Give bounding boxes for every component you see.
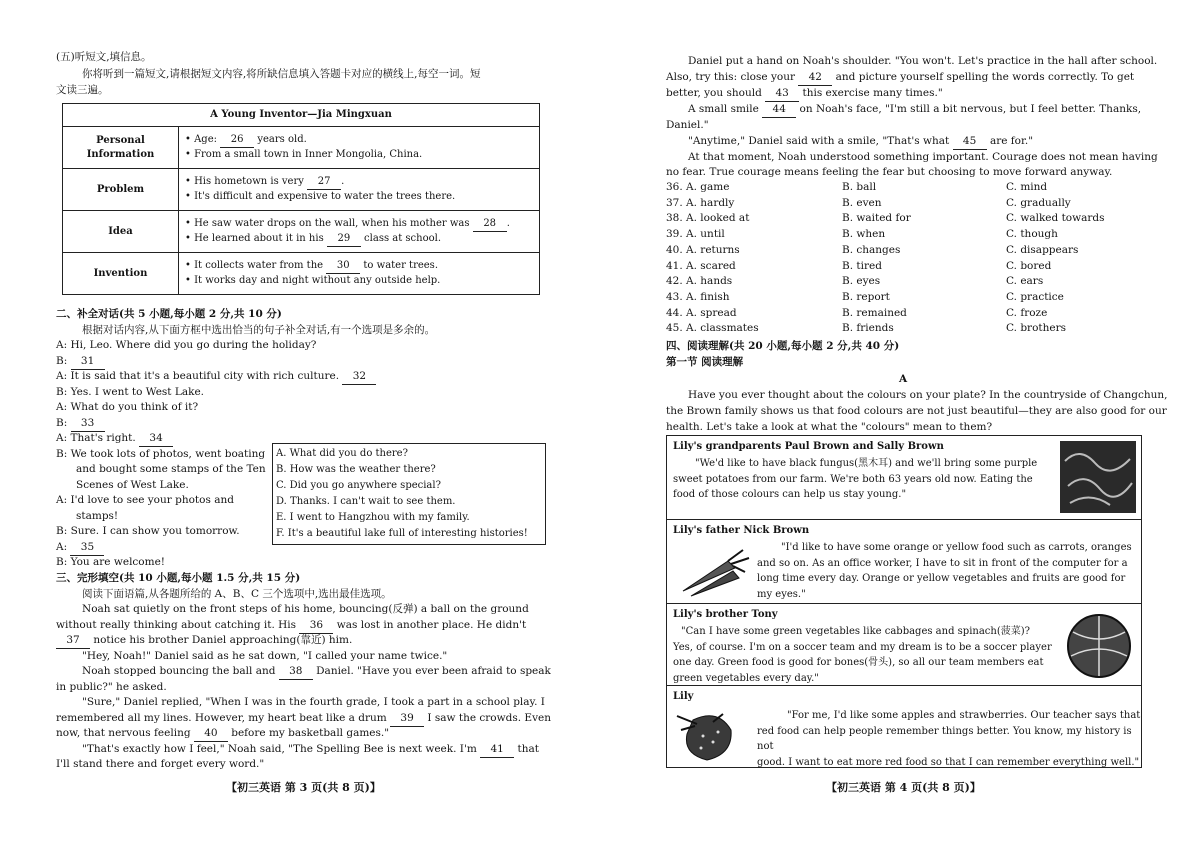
choice-option[interactable]: B. ball xyxy=(842,181,877,193)
choice-option[interactable]: B. even xyxy=(842,196,882,209)
choice-option[interactable]: C. bored xyxy=(1006,259,1052,272)
section4-title: 四、阅读理解(共 20 小题,每小题 2 分,共 40 分) xyxy=(666,340,900,352)
choice-option[interactable]: B. changes xyxy=(842,243,901,256)
dialog-line: B: We took lots of photos, went boating xyxy=(56,448,266,460)
answer-blank-30[interactable]: 30 xyxy=(326,259,360,274)
person-text: "I'd like to have some orange or yellow food such as carrots, oranges and so on. As an office worker, I have to sit in front of the computer for a long time every day. Orange or yellow vegetables and fruits are good for my eyes." xyxy=(757,542,1132,600)
section3-title: 三、完形填空(共 10 小题,每小题 1.5 分,共 15 分) xyxy=(56,572,301,584)
table-row xyxy=(63,211,540,253)
choice-option[interactable]: 39. A. until xyxy=(666,228,725,241)
answer-blank-28[interactable]: 28 xyxy=(473,217,507,232)
passage-line: "Hey, Noah!" Daniel said as he sat down, "I called your name twice." xyxy=(82,650,448,662)
intro-line: the Brown family shows us that food colours are not just beautiful—they are also good for our xyxy=(666,405,1167,417)
dialog-line: B: 31 xyxy=(56,354,105,370)
right-page xyxy=(666,0,1168,849)
dialog-line: B: Yes. I went to West Lake. xyxy=(56,386,205,398)
page-footer: 【初三英语 第 3 页(共 8 页)】 xyxy=(226,781,381,794)
answer-blank-38[interactable]: 38 xyxy=(279,664,313,680)
answer-blank-42[interactable]: 42 xyxy=(798,70,832,86)
passage-line: A small smile 44 on Noah's face, "I'm still a bit nervous, but I feel better. Thanks, xyxy=(688,102,1141,118)
dialog-line: and bought some stamps of the Ten xyxy=(76,463,266,475)
row-content: • His hometown is very 27 . • It's difficult and expensive to water the trees there. xyxy=(179,169,540,211)
dialog-line: B: You are welcome! xyxy=(56,556,166,568)
answer-blank-41[interactable]: 41 xyxy=(480,742,514,758)
dialog-line: A: It is said that it's a beautiful city with rich culture. 32 xyxy=(56,369,376,385)
cabbage-icon xyxy=(1063,612,1135,680)
choice-option[interactable]: C. walked towards xyxy=(1006,212,1105,225)
option-item: A. What did you do there? xyxy=(276,448,408,459)
dialog-line: stamps! xyxy=(76,510,119,522)
passage-line: "That's exactly how I feel," Noah said, "The Spelling Bee is next week. I'm 41 that xyxy=(82,742,539,758)
person-section xyxy=(667,603,1141,686)
section4-subtitle: 第一节 阅读理解 xyxy=(666,356,744,368)
passage-line: At that moment, Noah understood something important. Courage does not mean having xyxy=(688,151,1158,163)
section2-title: 二、补全对话(共 5 小题,每小题 2 分,共 10 分) xyxy=(56,308,282,320)
dialog-line: A: What do you think of it? xyxy=(56,401,199,413)
strawberry-icon xyxy=(673,708,751,762)
passage-line: remembered all my lines. However, my heart beat like a drum 39 I saw the crowds. Even xyxy=(56,711,551,727)
person-text: "Can I have some green vegetables like cabbages and spinach(菠菜)? Yes, of course. I'm on a soccer team and my dream is to be a soccer player one day. Green food is good for bones(骨头), so all our team members eat green vegetables every day." xyxy=(673,626,1052,684)
intro-line: health. Let's take a look at what the "colours" mean to them? xyxy=(666,421,993,433)
choice-option[interactable]: B. eyes xyxy=(842,275,881,288)
choice-option[interactable]: B. remained xyxy=(842,306,907,319)
row-content: • It collects water from the 30 to water trees. • It works day and night without any outside help. xyxy=(179,253,540,295)
table-row xyxy=(63,127,540,169)
passage-line: Daniel put a hand on Noah's shoulder. "You won't. Let's practice in the hall after school. xyxy=(688,55,1158,67)
dialog-line: A: 35 xyxy=(56,540,104,556)
answer-blank-37[interactable]: 37 xyxy=(56,633,90,649)
choice-option[interactable]: 36. A. game xyxy=(666,181,730,193)
person-text: "For me, I'd like some apples and strawberries. Our teacher says that red food can help people remember things better. You know, my history is not good. I want to eat more red food so that I can remember everything well." xyxy=(757,710,1141,768)
answer-blank-39[interactable]: 39 xyxy=(390,711,424,727)
choice-option[interactable]: 40. A. returns xyxy=(666,243,740,256)
choice-option[interactable]: 42. A. hands xyxy=(666,275,733,288)
choice-option[interactable]: B. friends xyxy=(842,322,894,335)
person-name: Lily's brother Tony xyxy=(673,609,778,620)
page-footer: 【初三英语 第 4 页(共 8 页)】 xyxy=(826,781,981,794)
section2-instruction: 根据对话内容,从下面方框中选出恰当的句子补全对话,有一个选项是多余的。 xyxy=(82,324,436,336)
table-row xyxy=(63,169,540,211)
answer-blank-43[interactable]: 43 xyxy=(765,86,799,102)
choice-option[interactable]: 44. A. spread xyxy=(666,306,737,319)
answer-blank-33[interactable]: 33 xyxy=(71,416,105,432)
passage-line: "Sure," Daniel replied, "When I was in the fourth grade, I took a part in a school play. I xyxy=(82,696,545,708)
choice-option[interactable]: B. report xyxy=(842,290,890,303)
dialog-line: A: I'd love to see your photos and xyxy=(56,494,234,506)
passage-line: no fear. True courage means feeling the fear but choosing to move forward anyway. xyxy=(666,166,1113,178)
choice-option[interactable]: 41. A. scared xyxy=(666,259,736,272)
section5-instruction: 你将听到一篇短文,请根据短文内容,将所缺信息填入答题卡对应的横线上,每空一词。短 xyxy=(82,68,481,80)
person-text: "We'd like to have black fungus(黑木耳) and we'll bring some purple sweet potatoes from our farm. We're both 63 years old now. Eating the food of those colours can help us stay young." xyxy=(673,458,1038,501)
option-item: B. How was the weather there? xyxy=(276,464,436,475)
intro-line: Have you ever thought about the colours on your plate? In the countryside of Changchun, xyxy=(688,389,1168,401)
answer-blank-36[interactable]: 36 xyxy=(299,618,333,634)
left-page xyxy=(56,0,551,849)
answer-blank-44[interactable]: 44 xyxy=(762,102,796,118)
choice-option[interactable]: 43. A. finish xyxy=(666,290,730,303)
choice-option[interactable]: C. ears xyxy=(1006,275,1044,288)
dialog-line: B: 33 xyxy=(56,416,105,432)
section3-instruction: 阅读下面语篇,从各题所给的 A、B、C 三个选项中,选出最佳选项。 xyxy=(82,588,392,600)
choice-option[interactable]: C. disappears xyxy=(1006,243,1079,256)
section5-instruction-cont: 文读三遍。 xyxy=(56,84,109,96)
options-box xyxy=(272,443,546,545)
choice-option[interactable]: C. gradually xyxy=(1006,196,1071,209)
food-colours-table xyxy=(666,435,1142,768)
passage-line: now, that nervous feeling 40 before my basketball games." xyxy=(56,726,389,742)
row-content: • Age: 26 years old. • From a small town in Inner Mongolia, China. xyxy=(179,127,540,169)
answer-blank-26[interactable]: 26 xyxy=(220,133,254,148)
choice-option[interactable]: C. brothers xyxy=(1006,322,1067,335)
passage-line: Daniel." xyxy=(666,119,709,131)
choice-option[interactable]: C. mind xyxy=(1006,181,1048,193)
passage-line: I'll stand there and forget every word." xyxy=(56,758,265,770)
person-name: Lily xyxy=(673,691,694,702)
answer-blank-45[interactable]: 45 xyxy=(953,134,987,150)
choice-option[interactable]: B. when xyxy=(842,228,886,241)
choice-option[interactable]: C. practice xyxy=(1006,290,1064,303)
choice-option[interactable]: B. waited for xyxy=(842,212,911,225)
table-title: A Young Inventor—Jia Mingxuan xyxy=(63,104,540,127)
person-section xyxy=(667,436,1141,519)
passage-line: better, you should 43 this exercise many times." xyxy=(666,86,943,102)
passage-line: in public?" he asked. xyxy=(56,681,167,693)
choice-option[interactable]: B. tired xyxy=(842,259,882,272)
dialog-line: Scenes of West Lake. xyxy=(76,479,189,491)
answer-blank-27[interactable]: 27 xyxy=(307,175,341,190)
row-label: Invention xyxy=(63,253,179,295)
option-item: C. Did you go anywhere special? xyxy=(276,480,441,491)
row-label: Idea xyxy=(63,211,179,253)
row-label: Problem xyxy=(63,169,179,211)
info-table xyxy=(62,103,540,295)
black-fungus-image xyxy=(1060,441,1136,513)
person-section xyxy=(667,519,1141,604)
answer-blank-32[interactable]: 32 xyxy=(342,369,376,385)
passage-line: Noah stopped bouncing the ball and 38 Daniel. "Have you ever been afraid to speak xyxy=(82,664,551,680)
passage-line: Noah sat quietly on the front steps of his home, bouncing(反弹) a ball on the ground xyxy=(82,603,529,615)
person-name: Lily's grandparents Paul Brown and Sally Brown xyxy=(673,441,944,452)
option-item: D. Thanks. I can't wait to see them. xyxy=(276,496,456,507)
carrot-icon xyxy=(673,546,751,598)
person-section xyxy=(667,685,1141,768)
dialog-line: A: That's right. 34 xyxy=(56,431,173,447)
choice-option[interactable]: 37. A. hardly xyxy=(666,196,735,209)
section5-title: (五)听短文,填信息。 xyxy=(56,51,152,63)
answer-blank-31[interactable]: 31 xyxy=(71,354,105,370)
row-content: • He saw water drops on the wall, when his mother was 28 . • He learned about it in his 29 class at school. xyxy=(179,211,540,253)
option-item: F. It's a beautiful lake full of interesting histories! xyxy=(276,528,528,539)
answer-blank-34[interactable]: 34 xyxy=(139,431,173,447)
dialog-line: A: Hi, Leo. Where did you go during the holiday? xyxy=(56,339,317,351)
passage-line: Also, try this: close your 42 and picture yourself spelling the words correctly. To get xyxy=(666,70,1134,86)
answer-blank-35[interactable]: 35 xyxy=(70,540,104,556)
passage-line: "Anytime," Daniel said with a smile, "That's what 45 are for." xyxy=(688,134,1033,150)
choice-option[interactable]: 38. A. looked at xyxy=(666,212,750,225)
dialog-line: B: Sure. I can show you tomorrow. xyxy=(56,525,240,537)
answer-blank-40[interactable]: 40 xyxy=(194,726,228,742)
table-row xyxy=(63,253,540,295)
person-name: Lily's father Nick Brown xyxy=(673,525,810,536)
choice-option[interactable]: 45. A. classmates xyxy=(666,322,759,335)
row-label: Personal Information xyxy=(63,127,179,169)
passage-letter: A xyxy=(899,373,908,385)
passage-line: without really thinking about catching it. His 36 was lost in another place. He didn't xyxy=(56,618,526,634)
choice-option[interactable]: C. though xyxy=(1006,228,1058,241)
choice-option[interactable]: C. froze xyxy=(1006,306,1048,319)
option-item: E. I went to Hangzhou with my family. xyxy=(276,512,470,523)
answer-blank-29[interactable]: 29 xyxy=(327,232,361,247)
passage-line: 37 notice his brother Daniel approaching(靠近) him. xyxy=(56,633,352,649)
